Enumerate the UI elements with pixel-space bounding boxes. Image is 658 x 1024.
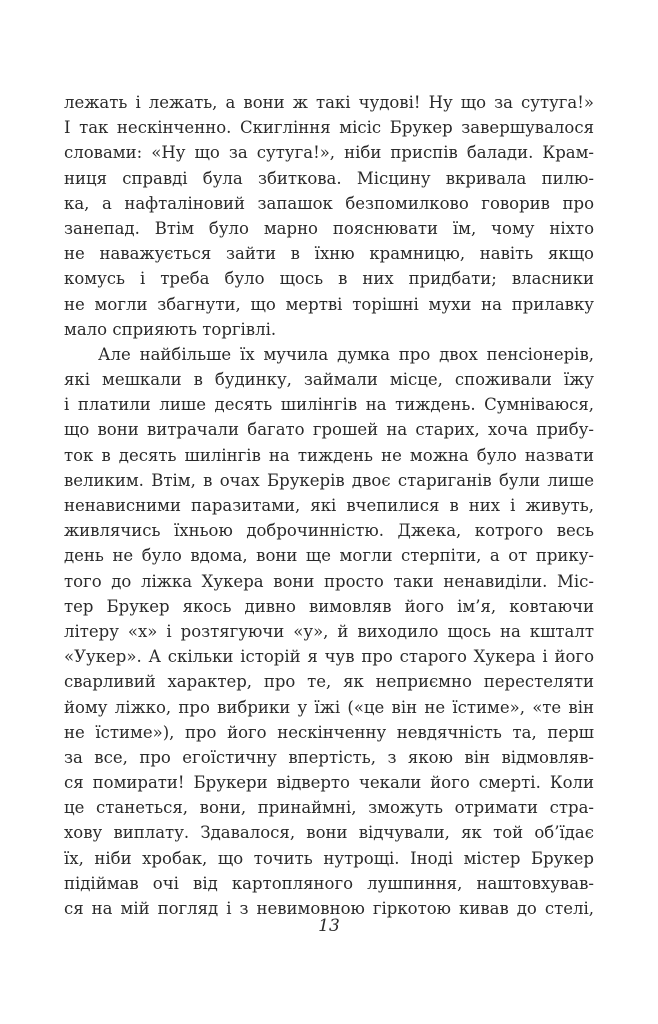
- text-line: які мешкали в будинку, займали місце, споживали їжу: [64, 370, 594, 390]
- text-line: підіймав очі від картопляного лушпиння, наштовхував-: [64, 873, 594, 893]
- text-line: що вони витрачали багато грошей на старих, хоча прибу-: [64, 420, 594, 440]
- text-line: того до ліжка Хукера вони просто таки ненавиділи. Міс-: [64, 571, 594, 591]
- text-line: «Уукер». А скільки історій я чув про старого Хукера і його: [64, 647, 594, 667]
- text-line: ся на мій погляд і з невимовною гіркотою кивав до стелі,: [64, 899, 594, 918]
- text-line: це станеться, вони, принаймні, зможуть отримати стра-: [64, 798, 594, 818]
- text-line: мало сприяють торгівлі.: [64, 319, 277, 339]
- text-line: не наважується зайти в їхню крамницю, навіть якщо: [64, 244, 594, 264]
- text-line: комусь і треба було щось в них придбати; власники: [64, 269, 594, 289]
- text-line: І так нескінченно. Скиглiння місіс Брукер завершувалося: [64, 118, 594, 138]
- text-line: сварливий характер, про те, як неприємно перестеляти: [64, 672, 594, 692]
- text-line: Але найбільше їх мучила думка про двох пенсіонерів,: [98, 344, 594, 364]
- text-line: ниця справді була збиткова. Місцину вкривала пилю-: [64, 168, 594, 188]
- text-line: хову виплату. Здавалося, вони відчували, як той об’їдає: [64, 823, 594, 843]
- text-line: не могли збагнути, що мертві торішні мухи на прилавку: [64, 294, 594, 314]
- text-line: словами: «Ну що за сутуга!», ніби приспів балади. Крам-: [64, 143, 594, 163]
- text-line: не їстиме»), про його нескінченну невдячність та, перш: [64, 722, 594, 742]
- text-line: тер Брукер якось дивно вимовляв його ім’я, ковтаючи: [64, 596, 594, 616]
- text-line: лежать і лежать, а вони ж такі чудові! Ну що за сутуга!»: [64, 93, 594, 112]
- text-line: їх, ніби хробак, що точить нутрощі. Іноді містер Брукер: [64, 848, 594, 868]
- text-line: ся помирати! Брукери відверто чекали його смерті. Коли: [64, 773, 594, 793]
- text-line: за все, про егоїстичну впертість, з якою він відмовляв-: [64, 747, 594, 767]
- text-line: йому ліжко, про вибрики у їжі («це він не їстиме», «те він: [64, 697, 594, 717]
- text-line: ненависними паразитами, які вчепилися в них і живуть,: [64, 496, 594, 515]
- text-line: великим. Втім, в очах Брукерів двоє стариганів були лише: [64, 470, 594, 490]
- body-text: [64, 90, 594, 921]
- text-line: ка, а нафталіновий запашок безпомилково говорив про: [64, 193, 594, 213]
- text-line: ток в десять шилінгів на тиждень не можна було назвати: [64, 445, 594, 465]
- text-line: день не було вдома, вони ще могли стерпіти, а от прику-: [64, 546, 594, 566]
- text-line: занепад. Втім було марно пояснювати їм, чому ніхто: [64, 218, 594, 238]
- page-number: 13: [318, 916, 340, 936]
- text-line: живлячись їхньою доброчинністю. Джека, котрого весь: [64, 521, 594, 541]
- text-line: і платили лише десять шилінгів на тиждень. Сумніваюся,: [64, 395, 594, 415]
- text-line: літеру «х» і розтягуючи «у», й виходило щось на кшталт: [64, 621, 594, 641]
